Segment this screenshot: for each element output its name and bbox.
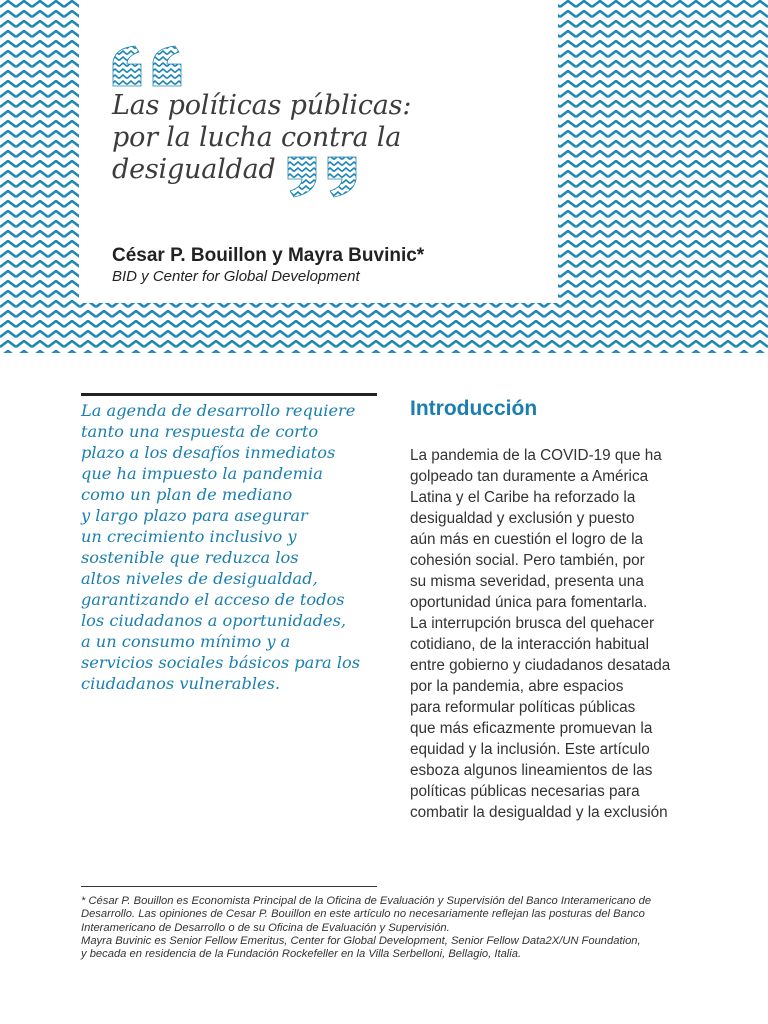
pull-quote-line: altos niveles de desigualdad, [81, 569, 318, 588]
body-line: esboza algunos lineamientos de las [410, 762, 653, 779]
pull-quote-line: como un plan de mediano [81, 485, 293, 504]
body-line: cohesión social. Pero también, por [410, 552, 645, 569]
body-line: por la pandemia, abre espacios [410, 678, 624, 695]
body-line: La interrupción brusca del quehacer [410, 615, 655, 632]
footnote-line: * César P. Bouillon es Economista Principal de la Oficina de Evaluación y Supervisión del Banco Interamericano de [81, 895, 652, 907]
body-line: golpeado tan duramente a América [410, 468, 649, 485]
pull-quote-line: que ha impuesto la pandemia [81, 464, 323, 483]
pull-quote [81, 400, 381, 694]
title-line: desigualdad [112, 154, 276, 185]
footnote-line: y becada en residencia de la Fundación Rockefeller en la Villa Serbelloni, Bellagio, Italia. [81, 948, 522, 961]
footnote [81, 895, 711, 961]
body-line: cotidiano, de la interacción habitual [410, 636, 649, 653]
footnote-line: Interamericano de Desarrollo o de su Oficina de Evaluación y Supervisión. [81, 921, 450, 934]
pull-quote-line: plazo a los desafíos inmediatos [81, 443, 336, 462]
footnote-rule [81, 886, 377, 887]
section-heading: Introducción [410, 397, 538, 420]
footnote-line: Mayra Buvinic es Senior Fellow Emeritus, Center for Global Development, Senior Fellow Data2X/UN Foundation, [81, 934, 641, 947]
body-line: para reformular políticas públicas [410, 699, 636, 716]
pull-quote-rule [81, 393, 377, 396]
body-text [410, 445, 710, 823]
footnote-line: Desarrollo. Las opiniones de Cesar P. Bouillon en este artículo no necesariamente reflejan las posturas del Banco [81, 908, 645, 921]
pull-quote-line: sostenible que reduzca los [81, 548, 299, 567]
body-line: entre gobierno y ciudadanos desatada [410, 657, 671, 674]
pull-quote-line: los ciudadanos a oportunidades, [81, 611, 347, 630]
body-line: La pandemia de la COVID-19 que ha [410, 447, 662, 464]
pull-quote-line: garantizando el acceso de todos [81, 590, 345, 609]
authors: César P. Bouillon y Mayra Buvinic* [112, 245, 425, 266]
body-line: oportunidad única para fomentarla. [410, 594, 648, 611]
pull-quote-line: servicios sociales básicos para los [81, 653, 361, 672]
body-line: aún más en cuestión el logro de la [410, 531, 644, 548]
body-line: Latina y el Caribe ha reforzado la [410, 489, 636, 506]
body-line: equidad y la inclusión. Este artículo [410, 741, 650, 758]
pull-quote-line: a un consumo mínimo y a [81, 632, 291, 651]
body-line: combatir la desigualdad y la exclusión [410, 804, 668, 821]
pull-quote-line: y largo plazo para asegurar [81, 506, 308, 525]
body-line: políticas públicas necesarias para [410, 783, 640, 800]
pull-quote-line: La agenda de desarrollo requiere [81, 401, 356, 420]
body-line: desigualdad y exclusión y puesto [410, 510, 635, 527]
open-quote-icon [111, 44, 187, 88]
pull-quote-line: un crecimiento inclusivo y [81, 527, 297, 546]
body-line: su misma severidad, presenta una [410, 573, 644, 590]
affiliation: BID y Center for Global Development [112, 268, 360, 285]
pull-quote-line: tanto una respuesta de corto [81, 422, 319, 441]
body-line: que más eficazmente promuevan la [410, 720, 653, 737]
title-line: Las políticas públicas: [112, 90, 412, 121]
article-title [112, 90, 452, 186]
title-line: por la lucha contra la [112, 122, 402, 153]
pull-quote-line: ciudadanos vulnerables. [81, 674, 281, 693]
